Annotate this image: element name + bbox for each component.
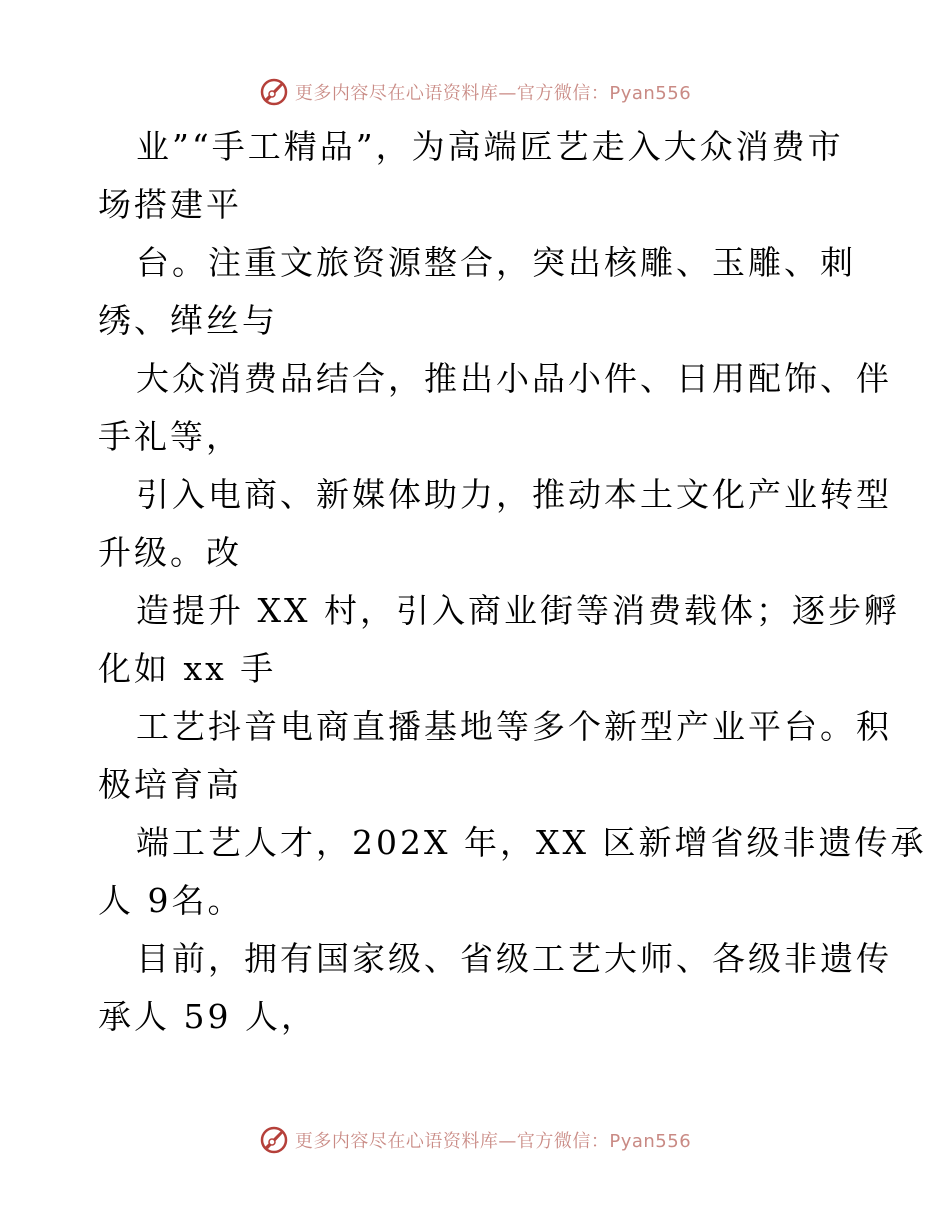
paragraph-line: 工艺抖音电商直播基地等多个新型产业平台。积 xyxy=(136,707,892,746)
paragraph-line: 承人 59 人， xyxy=(98,997,317,1036)
watermark-text: 更多内容尽在心语资料库—官方微信：Pyan556 xyxy=(294,83,692,104)
header-watermark xyxy=(0,72,950,112)
paragraph-line: 极培育高 xyxy=(98,765,242,804)
paragraph-line: 端工艺人才，202X 年，XX 区新增省级非遗传承 xyxy=(136,823,927,862)
paragraph-line: 造提升 XX 村，引入商业街等消费载体；逐步孵 xyxy=(136,591,900,630)
paragraph-line: 目前，拥有国家级、省级工艺大师、各级非遗传 xyxy=(136,939,892,978)
quill-seal-icon xyxy=(259,77,289,107)
footer-watermark xyxy=(0,1120,950,1160)
paragraph-line: 场搭建平 xyxy=(98,185,242,224)
paragraph-line: 升级。改 xyxy=(98,533,242,572)
paragraph-line: 引入电商、新媒体助力，推动本土文化产业转型 xyxy=(136,475,892,514)
paragraph-line: 绣、缂丝与 xyxy=(98,301,278,340)
paragraph-line: 业”“手工精品”，为高端匠艺走入大众消费市 xyxy=(136,127,844,166)
paragraph-line: 人 9名。 xyxy=(98,881,244,920)
paragraph-line: 化如 xx 手 xyxy=(98,649,277,688)
watermark-text: 更多内容尽在心语资料库—官方微信：Pyan556 xyxy=(294,1131,692,1152)
paragraph-line: 台。注重文旅资源整合，突出核雕、玉雕、刺 xyxy=(136,243,856,282)
paragraph-line: 手礼等， xyxy=(98,417,242,456)
paragraph-line: 大众消费品结合，推出小品小件、日用配饰、伴 xyxy=(136,359,892,398)
document-body xyxy=(98,118,927,1046)
quill-seal-icon xyxy=(259,1125,289,1155)
